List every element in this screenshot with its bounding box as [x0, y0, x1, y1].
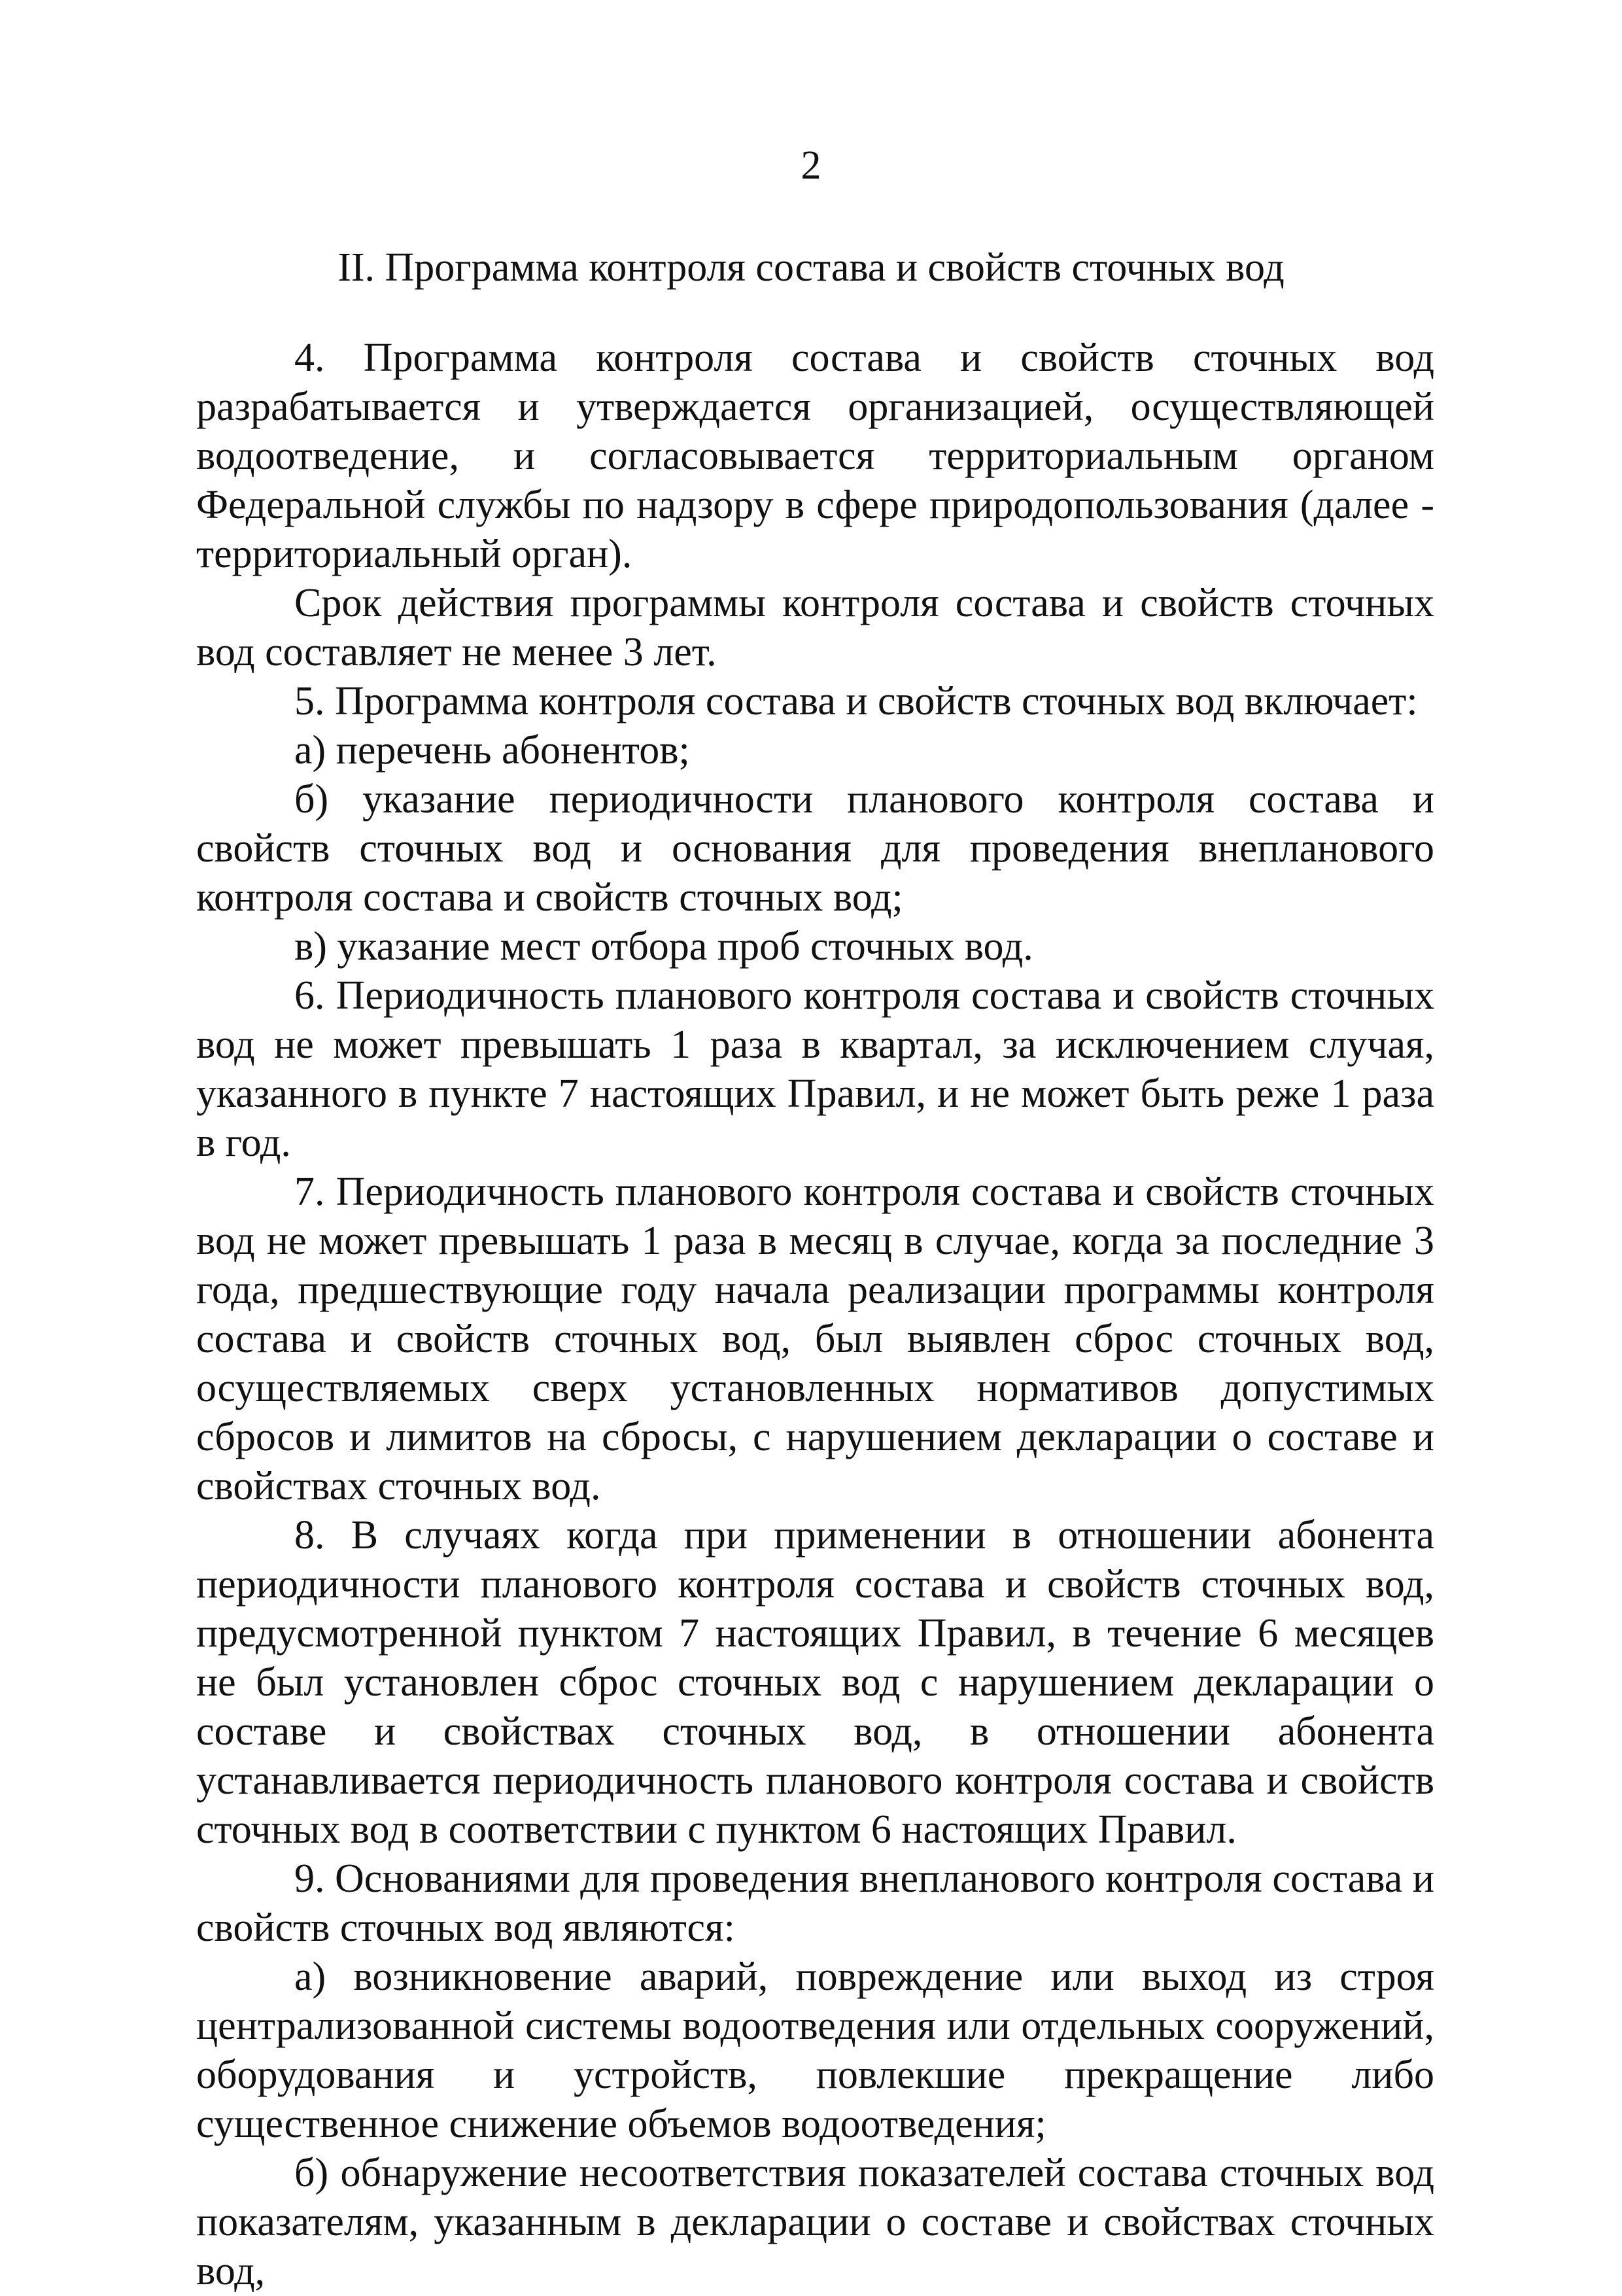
- paragraph-9: 9. Основаниями для проведения внепланового контроля состава и свойств сточных вод являются:: [196, 1856, 1434, 1950]
- paragraph-7: 7. Периодичность планового контроля состава и свойств сточных вод не может превышать 1 раза в месяц в случае, когда за последние 3 года, предшествующие году начала реализации программы контроля состава и свойств сточных вод, был выявлен сброс сточных вод, осуществляемых сверх установленных нормативов допустимых сбросов и лимитов на сбросы, с нарушением декларации о составе и свойствах сточных вод.: [196, 1170, 1434, 1508]
- paragraph-5v: в) указание мест отбора проб сточных вод.: [294, 924, 1033, 969]
- paragraph-validity: Срок действия программы контроля состава и свойств сточных вод составляет не менее 3 лет.: [196, 581, 1434, 674]
- page-number: 2: [801, 143, 821, 188]
- paragraph-9b: б) обнаружение несоответствия показателей состава сточных вод показателям, указанным в декларации о составе и свойствах сточных вод,: [196, 2151, 1434, 2293]
- paragraph-9a: а) возникновение аварий, повреждение или выход из строя централизованной системы водоотведения или отдельных сооружений, оборудования и устройств, повлекшие прекращение либо существенное снижение объемов водоотведения;: [196, 1955, 1434, 2146]
- paragraph-5b: б) указание периодичности планового контроля состава и свойств сточных вод и основания для проведения внепланового контроля состава и свойств сточных вод;: [196, 777, 1434, 920]
- paragraph-5a: а) перечень абонентов;: [294, 728, 690, 773]
- section-title: II. Программа контроля состава и свойств сточных вод: [337, 245, 1285, 290]
- paragraph-8: 8. В случаях когда при применении в отношении абонента периодичности планового контроля состава и свойств сточных вод, предусмотренной пунктом 7 настоящих Правил, в течение 6 месяцев не был установлен сброс сточных вод с нарушением декларации о составе и свойствах сточных вод, в отношении абонента устанавливается периодичность планового контроля состава и свойств сточных вод в соответствии с пунктом 6 настоящих Правил.: [196, 1513, 1434, 1852]
- paragraph-6: 6. Периодичность планового контроля состава и свойств сточных вод не может превышать 1 раза в квартал, за исключением случая, указанного в пункте 7 настоящих Правил, и не может быть реже 1 раза в год.: [196, 973, 1434, 1165]
- paragraph-4: 4. Программа контроля состава и свойств сточных вод разрабатывается и утверждается организацией, осуществляющей водоотведение, и согласовывается территориальным органом Федеральной службы по надзору в сфере природопользования (далее - территориальный орган).: [196, 336, 1434, 576]
- paragraph-5: 5. Программа контроля состава и свойств сточных вод включает:: [294, 679, 1418, 723]
- document-body: [196, 334, 1434, 2296]
